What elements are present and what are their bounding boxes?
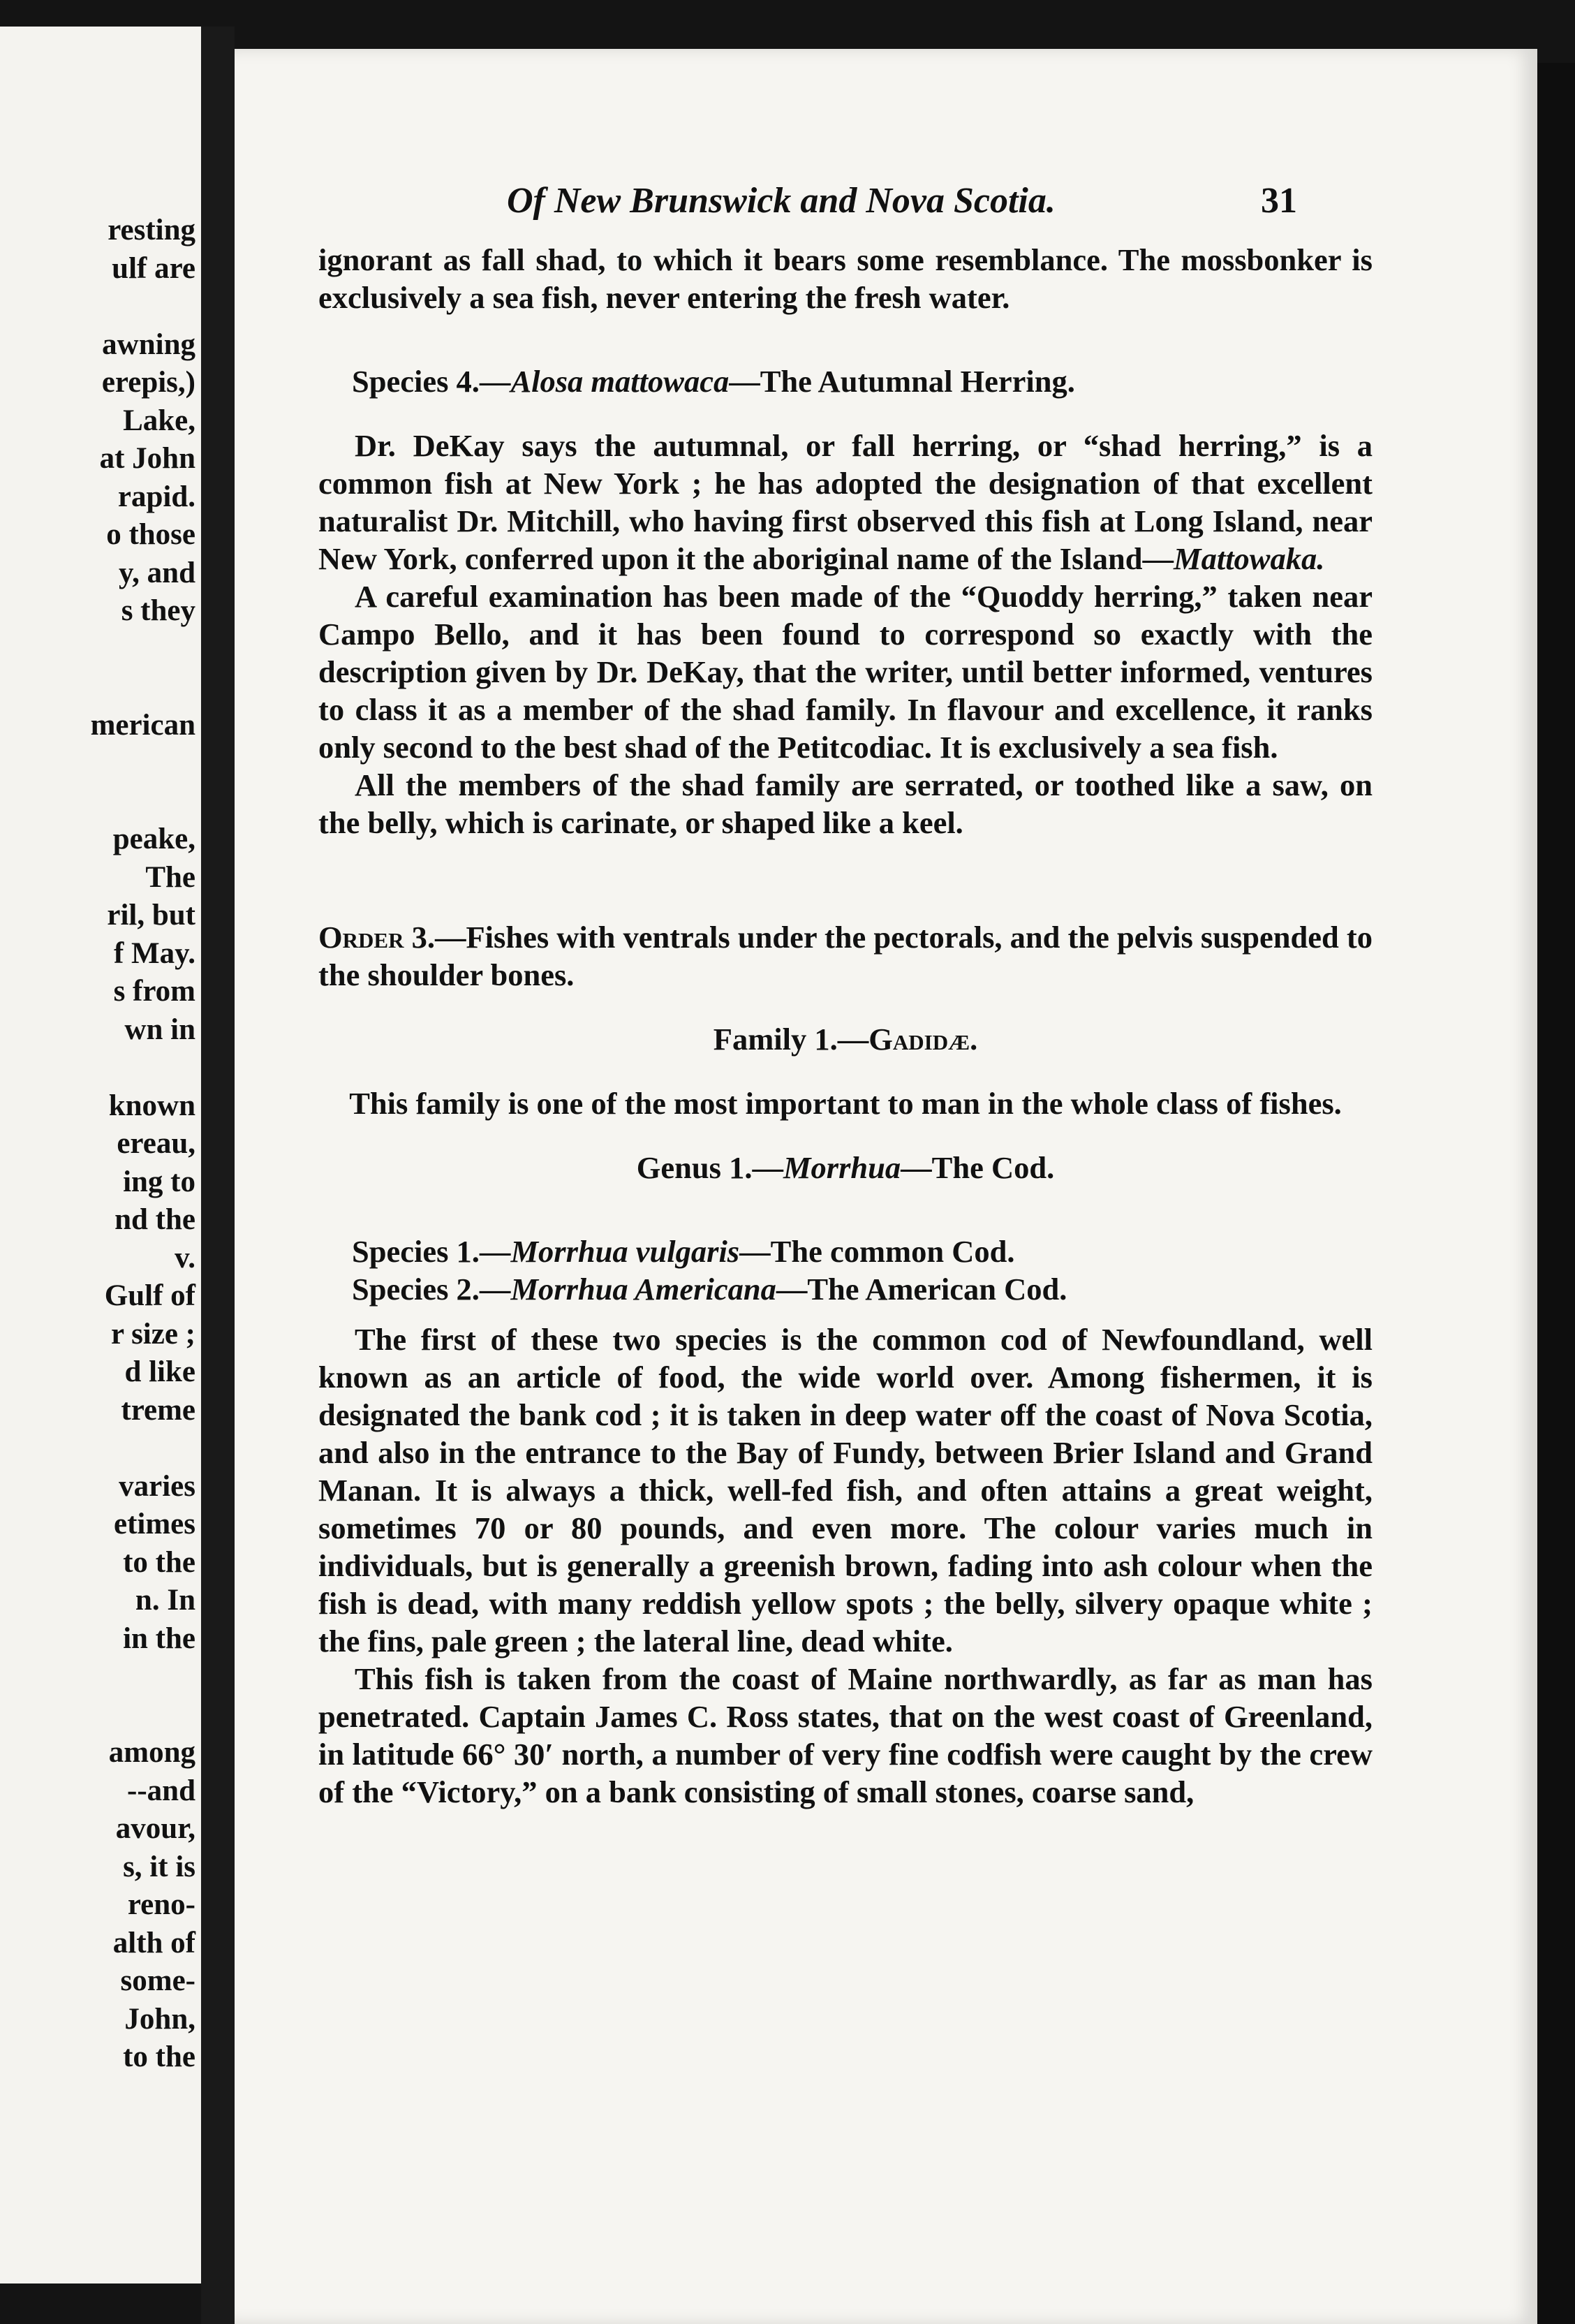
page-body xyxy=(318,241,1373,1811)
facing-page-line: merican xyxy=(90,708,195,742)
facing-page-line: alth of xyxy=(112,1926,195,1959)
facing-page-line: s from xyxy=(113,975,195,1008)
facing-page-line: avour, xyxy=(115,1812,195,1845)
facing-page-line: s they xyxy=(121,594,195,627)
running-head: Of New Brunswick and Nova Scotia. xyxy=(507,181,1056,221)
facing-page-line: y, and xyxy=(119,556,195,589)
facing-page-line: ulf are xyxy=(112,251,195,285)
facing-page-line: resting xyxy=(108,214,195,247)
book-gutter xyxy=(201,27,235,2324)
facing-page-line: Lake, xyxy=(123,404,195,437)
facing-page-line: n. In xyxy=(135,1584,195,1617)
facing-page-line: ril, but xyxy=(107,899,195,932)
facing-page-line: some- xyxy=(120,1964,195,1997)
paragraph: ignorant as fall shad, to which it bears some resemblance. The mossbonker is exclusively a sea fish, never entering the fresh water. xyxy=(318,242,1373,315)
order-heading: Order 3.—Fishes with ventrals under the pectorals, and the pelvis suspended to the shoulder bones. xyxy=(318,920,1373,992)
facing-page-line: among xyxy=(108,1736,195,1769)
facing-page-line: etimes xyxy=(114,1508,195,1540)
facing-page-line: f May. xyxy=(113,936,195,970)
facing-page-line: in the xyxy=(123,1621,195,1655)
facing-page-line: --and xyxy=(127,1774,195,1807)
facing-page-line: nd the xyxy=(114,1203,195,1236)
paragraph: The first of these two species is the common cod of Newfoundland, well known as an article of food, the wide world over. Among fishermen, it is designated the bank cod ; it is taken in deep water off the coast of Nova Scotia, and also in the entrance to the Bay of Fundy, between Brier Island and Grand Manan. It is always a thick, well-fed fish, and often attains a great weight, sometimes 70 or 80 pounds, and even more. The colour varies much in individuals, but is generally a greenish brown, fading into ash colour when the fish is dead, with many reddish yellow spots ; the belly, silvery opaque white ; the fins, pale green ; the lateral line, dead white. xyxy=(318,1322,1373,1659)
paragraph: A careful examination has been made of the “Quoddy herring,” taken near Campo Bello, and it has been found to correspond so exactly with the description given by Dr. DeKay, that the writer, until better informed, ventures to class it as a member of the shad family. In flavour and excellence, it ranks only second to the best shad of the Petitcodiac. It is exclusively a sea fish. xyxy=(318,579,1373,765)
family-heading: Family 1.—Gadidæ. xyxy=(713,1022,978,1057)
genus-heading: Genus 1.—Morrhua—The Cod. xyxy=(636,1150,1055,1185)
facing-page-line: v. xyxy=(175,1241,195,1274)
facing-page-line: peake, xyxy=(112,823,195,855)
facing-page-line: awning xyxy=(102,328,195,361)
paragraph: All the members of the shad family are serrated, or toothed like a saw, on the belly, which is carinate, or shaped like a keel. xyxy=(318,767,1373,840)
facing-page-line: at John xyxy=(99,442,195,475)
family-description: This family is one of the most important to man in the whole class of fishes. xyxy=(349,1086,1342,1121)
facing-page-line: ing to xyxy=(123,1165,195,1198)
facing-page-line: d like xyxy=(124,1355,195,1388)
facing-page-line: r size ; xyxy=(111,1317,195,1351)
facing-page-line: Gulf of xyxy=(104,1279,195,1312)
facing-page-line: varies xyxy=(119,1469,195,1503)
facing-page-line: erepis,) xyxy=(101,366,195,399)
facing-page-line: The xyxy=(145,860,195,894)
page-header xyxy=(235,180,1537,236)
facing-page-line: ereau, xyxy=(117,1127,195,1160)
species-heading: Species 4.—Alosa mattowaca—The Autumnal Herring. xyxy=(352,364,1075,399)
facing-page-line: to the xyxy=(123,1545,195,1579)
facing-page-left xyxy=(0,27,201,2283)
facing-page-line: known xyxy=(108,1089,195,1122)
facing-page-line: s, it is xyxy=(123,1850,195,1883)
facing-page-line: John, xyxy=(124,2002,195,2036)
page-edge-shadow xyxy=(1537,63,1575,2324)
facing-page-line: o those xyxy=(106,518,195,551)
book-page xyxy=(235,49,1537,2324)
species-heading: Species 2.—Morrhua Americana—The American Cod. xyxy=(352,1272,1067,1307)
paragraph: Dr. DeKay says the autumnal, or fall herring, or “shad herring,” is a common fish at New York ; he has adopted the designation of that excellent naturalist Dr. Mitchill, who having first observed this fish at Long Island, near New York, conferred upon it the aboriginal name of the Island—Mattowaka. xyxy=(318,428,1373,576)
facing-page-line: wn in xyxy=(124,1013,195,1046)
species-heading: Species 1.—Morrhua vulgaris—The common Cod. xyxy=(352,1234,1015,1269)
facing-page-line: reno- xyxy=(127,1888,195,1921)
facing-page-line: to the xyxy=(123,2040,195,2073)
page-number: 31 xyxy=(1261,181,1297,221)
facing-page-line: treme xyxy=(121,1393,195,1427)
facing-page-line: rapid. xyxy=(117,480,195,513)
paragraph: This fish is taken from the coast of Maine northwardly, as far as man has penetrated. Captain James C. Ross states, that on the west coast of Greenland, in latitude 66° 30′ north, a number of very fine codfish were caught by the crew of the “Victory,” on a bank consisting of small stones, coarse sand, xyxy=(318,1661,1373,1809)
